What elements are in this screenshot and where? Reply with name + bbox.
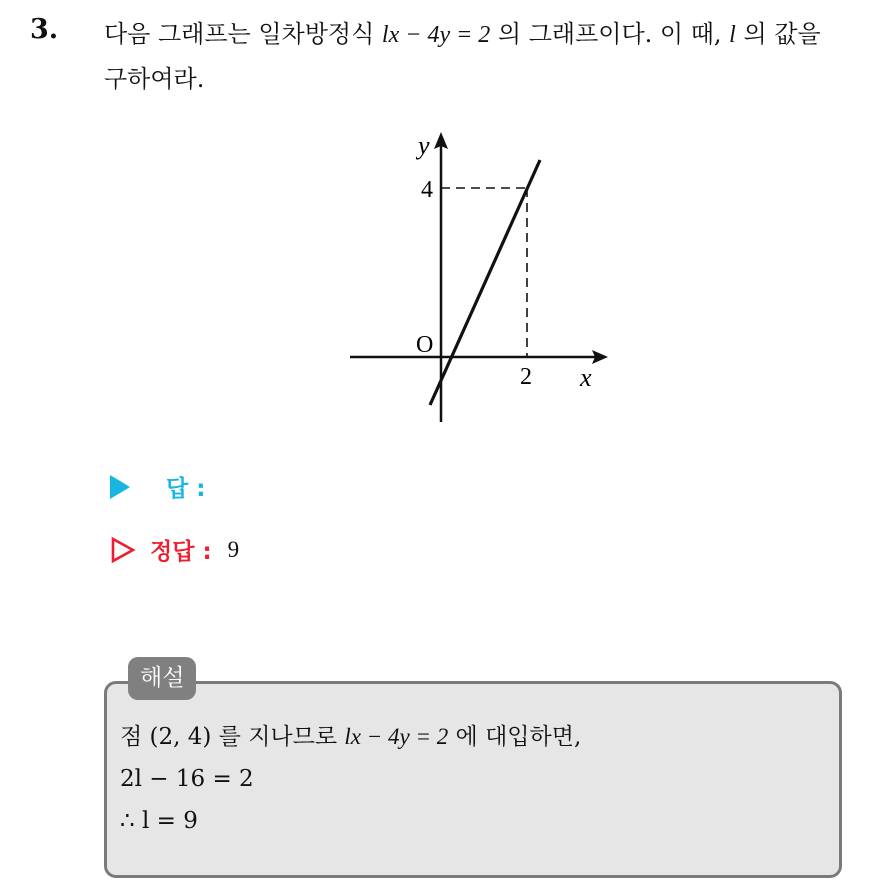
question-line-1 <box>104 12 874 57</box>
solution-line-1-prefix: 점 (2, 4) 를 지나므로 <box>120 724 345 750</box>
x-tick-label: 2 <box>520 364 532 390</box>
solution-line-1-suffix: 에 대입하면, <box>448 724 582 750</box>
answer-label: 답 : <box>166 476 206 502</box>
answer-row <box>110 470 205 503</box>
question-text-part2: 의 그래프이다. 이 때, <box>490 20 730 48</box>
line-graph <box>340 122 620 432</box>
question-line-2: 구하여라. <box>104 65 205 93</box>
question-equation: lx − 4y = 2 <box>381 22 491 48</box>
solution-line-3: ∴ l = 9 <box>120 808 198 834</box>
correct-answer-row <box>110 533 239 566</box>
solution-tag: 해설 <box>128 657 196 700</box>
question-text-part3: 의 값을 <box>735 20 821 48</box>
x-axis-label: x <box>580 363 592 392</box>
correct-answer-label: 정답 : <box>150 539 212 565</box>
y-axis-label: y <box>418 131 430 160</box>
solution-equation: lx − 4y = 2 <box>344 724 449 749</box>
outline-triangle-icon <box>110 536 136 564</box>
origin-label: O <box>416 332 434 358</box>
solution-line-1 <box>120 718 581 751</box>
y-tick-label: 4 <box>421 177 433 203</box>
correct-answer-value: 9 <box>227 536 240 562</box>
solution-line-2: 2l − 16 = 2 <box>120 766 254 792</box>
play-triangle-icon <box>110 475 130 499</box>
question-variable: l <box>729 22 736 48</box>
question-text-part1: 다음 그래프는 일차방정식 <box>104 20 382 48</box>
question-text <box>104 12 874 101</box>
question-number: 3. <box>30 14 59 45</box>
